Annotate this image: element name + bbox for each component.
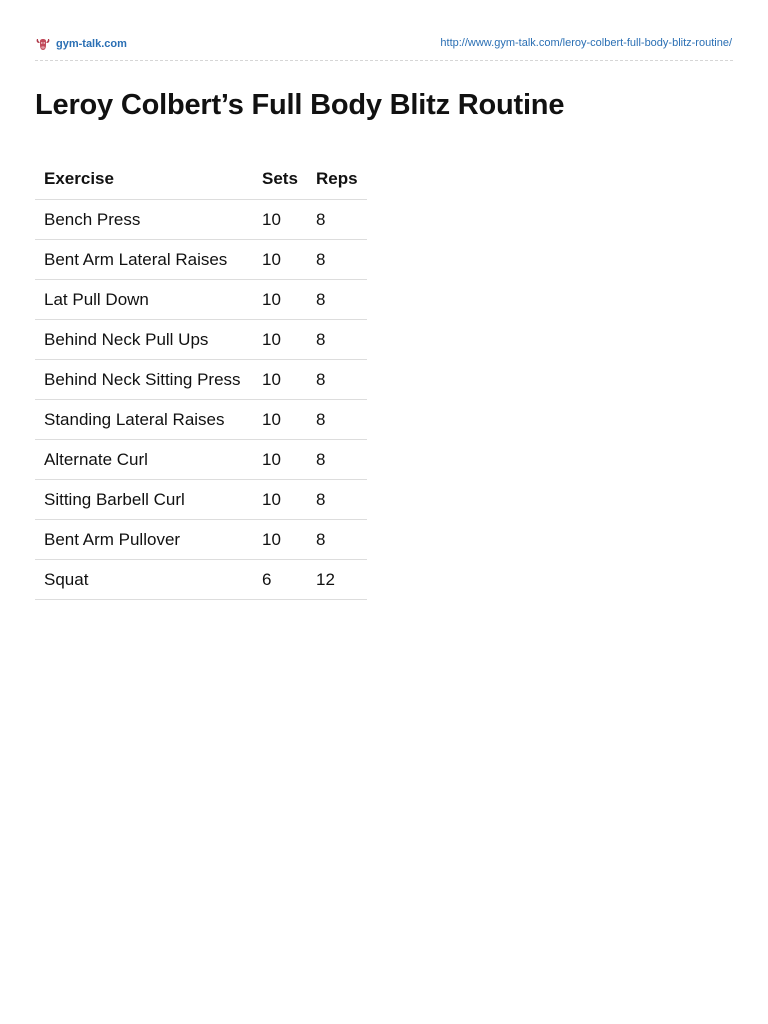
- cell-exercise: Behind Neck Sitting Press: [35, 360, 253, 400]
- cell-sets: 10: [253, 280, 307, 320]
- cell-sets: 10: [253, 520, 307, 560]
- cell-sets: 10: [253, 200, 307, 240]
- cell-sets: 6: [253, 560, 307, 600]
- page-header: [35, 36, 733, 61]
- table-row: [35, 520, 367, 560]
- page-title: Leroy Colbert’s Full Body Blitz Routine: [35, 89, 565, 121]
- table-row: [35, 480, 367, 520]
- cell-reps: 8: [307, 320, 367, 360]
- routine-table: [35, 159, 367, 600]
- cell-sets: 10: [253, 440, 307, 480]
- cell-reps: 8: [307, 360, 367, 400]
- cell-exercise: Bent Arm Lateral Raises: [35, 240, 253, 280]
- table-row: [35, 560, 367, 600]
- cell-reps: 8: [307, 440, 367, 480]
- cell-exercise: Alternate Curl: [35, 440, 253, 480]
- cell-reps: 12: [307, 560, 367, 600]
- page-url-link[interactable]: http://www.gym-talk.com/leroy-colbert-full-body-blitz-routine/: [440, 37, 732, 49]
- table-row: [35, 360, 367, 400]
- cell-reps: 8: [307, 400, 367, 440]
- cell-exercise: Sitting Barbell Curl: [35, 480, 253, 520]
- cell-exercise: Bench Press: [35, 200, 253, 240]
- cell-sets: 10: [253, 360, 307, 400]
- cell-exercise: Bent Arm Pullover: [35, 520, 253, 560]
- table-header-row: [35, 159, 367, 200]
- header-sets: Sets: [253, 159, 307, 200]
- table-row: [35, 440, 367, 480]
- cell-sets: 10: [253, 400, 307, 440]
- cell-reps: 8: [307, 520, 367, 560]
- table-row: [35, 320, 367, 360]
- bull-head-icon: [35, 37, 51, 51]
- table-row: [35, 280, 367, 320]
- header-reps: Reps: [307, 159, 367, 200]
- brand-link[interactable]: gym-talk.com: [56, 38, 127, 50]
- cell-sets: 10: [253, 240, 307, 280]
- cell-sets: 10: [253, 320, 307, 360]
- cell-exercise: Standing Lateral Raises: [35, 400, 253, 440]
- cell-exercise: Squat: [35, 560, 253, 600]
- cell-reps: 8: [307, 480, 367, 520]
- header-exercise: Exercise: [35, 159, 253, 200]
- table-row: [35, 400, 367, 440]
- cell-reps: 8: [307, 240, 367, 280]
- table-row: [35, 200, 367, 240]
- brand[interactable]: [35, 36, 127, 52]
- cell-exercise: Behind Neck Pull Ups: [35, 320, 253, 360]
- cell-reps: 8: [307, 280, 367, 320]
- cell-reps: 8: [307, 200, 367, 240]
- cell-sets: 10: [253, 480, 307, 520]
- table-row: [35, 240, 367, 280]
- cell-exercise: Lat Pull Down: [35, 280, 253, 320]
